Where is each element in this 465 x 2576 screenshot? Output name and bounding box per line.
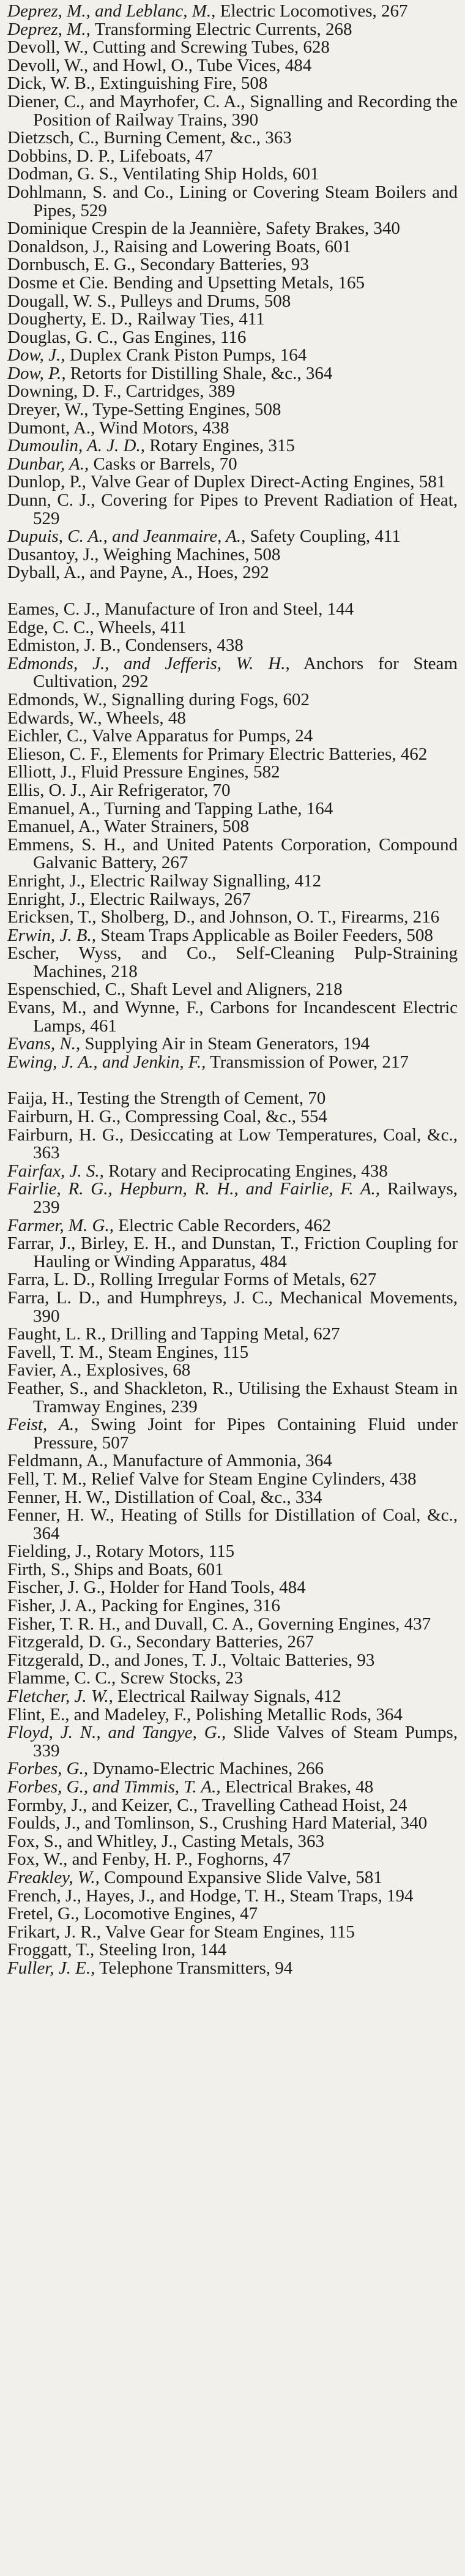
entry-subject: Steam Traps, 194 <box>289 1885 414 1906</box>
index-entry <box>7 1760 458 1778</box>
entry-subject: Telephone Transmitters, 94 <box>99 1958 293 1978</box>
entry-subject: Elements for Primary Electric Batteries, 462 <box>111 744 428 764</box>
entry-name: Fairlie, R. G., Hepburn, R. H., and Fairlie, F. A., <box>7 1179 381 1199</box>
index-entry <box>7 1180 458 1216</box>
entry-name: Edmonds, J., and Jefferis, W. H., <box>7 653 290 673</box>
index-entry <box>7 21 458 39</box>
entry-subject: Tube Vices, 484 <box>196 55 312 75</box>
index-entry <box>7 782 458 800</box>
entry-name: Diener, C., and Mayrhofer, C. A., <box>7 91 245 111</box>
index-entry <box>7 1325 458 1344</box>
entry-name: Fitzgerald, D., and Jones, T. J., <box>7 1650 227 1670</box>
entry-name: Dumont, A., <box>7 417 95 438</box>
index-entry <box>7 710 458 728</box>
entry-name: Douglas, G. C., <box>7 327 118 347</box>
index-entry <box>7 1941 458 1960</box>
index-entry <box>7 346 458 365</box>
entry-name: Fischer, J. G., <box>7 1578 105 1598</box>
index-entry <box>7 999 458 1035</box>
entry-name: Fairburn, H. G., <box>7 1125 124 1145</box>
index-entry <box>7 891 458 909</box>
entry-subject: Friction Coupling for Hauling or Winding Apparatus, 484 <box>33 1234 458 1271</box>
entry-subject: Safety Brakes, 340 <box>266 219 400 239</box>
index-entry <box>7 1507 458 1543</box>
entry-name: Dusantoy, J., <box>7 544 99 564</box>
entry-subject: Wheels, 48 <box>106 708 186 728</box>
entry-name: Elieson, C. F., <box>7 744 108 764</box>
entry-subject: Railways, 239 <box>33 1179 458 1217</box>
index-entry <box>7 945 458 981</box>
entry-name: Feist, A., <box>7 1415 79 1435</box>
entry-name: Fuller, J. E., <box>7 1958 95 1978</box>
entry-name: Fretel, G., <box>7 1904 80 1924</box>
entry-subject: Lifeboats, 47 <box>119 146 213 166</box>
index-entry <box>7 528 458 546</box>
index-entry <box>7 1797 458 1815</box>
index-entry <box>7 1652 458 1670</box>
entry-name: Emmens, S. H., and United Patents Corporation, <box>7 834 371 855</box>
index-section-e <box>7 601 458 1071</box>
index-entry <box>7 1616 458 1634</box>
index-entry <box>7 1235 458 1271</box>
entry-subject: Weighing Machines, 508 <box>103 544 281 564</box>
index-entry <box>7 1344 458 1362</box>
entry-name: Fox, S., and Whitley, J., <box>7 1831 177 1851</box>
entry-subject: Relief Valve for Steam Engine Cylinders, 438 <box>91 1469 417 1489</box>
entry-subject: Governing Engines, 437 <box>258 1614 431 1634</box>
entry-subject: Casks or Barrels, 70 <box>93 454 237 474</box>
index-section-d <box>7 2 458 582</box>
entry-subject: Testing the Strength of Cement, 70 <box>77 1088 326 1109</box>
index-entry <box>7 1561 458 1579</box>
entry-subject: Retorts for Distilling Shale, &c., 364 <box>70 363 333 383</box>
entry-subject: Rolling Irregular Forms of Metals, 627 <box>99 1270 377 1290</box>
entry-name: Feldmann, A., <box>7 1451 108 1471</box>
entry-name: Favier, A., <box>7 1360 82 1380</box>
entry-name: Emanuel, A., <box>7 817 100 837</box>
entry-name: Ewing, J. A., and Jenkin, F., <box>7 1052 206 1072</box>
entry-name: Fielding, J., <box>7 1541 91 1562</box>
entry-subject: Drilling and Tapping Metal, 627 <box>110 1324 340 1344</box>
entry-subject: Duplex Crank Piston Pumps, 164 <box>69 345 307 365</box>
entry-subject: Utilising the Exhaust Steam in Tramway Engines, 239 <box>33 1378 458 1417</box>
entry-name: Erwin, J. B., <box>7 925 96 945</box>
entry-name: Espenschied, C., <box>7 979 126 1000</box>
entry-name: Dietzsch, C., <box>7 128 99 148</box>
entry-name: Foulds, J., and Tomlinson, S., <box>7 1813 218 1833</box>
entry-subject: Compressing Coal, &c., 554 <box>125 1107 327 1127</box>
index-section-f <box>7 1090 458 1977</box>
section-gap <box>7 1071 458 1090</box>
entry-subject: Electric Railways, 267 <box>89 889 251 909</box>
entry-name: Dreyer, W., <box>7 400 89 420</box>
index-entry <box>7 908 458 927</box>
entry-name: Dick, W. B., <box>7 73 95 94</box>
index-entry <box>7 1126 458 1163</box>
index-entry <box>7 981 458 999</box>
entry-name: Faija, H., <box>7 1088 73 1109</box>
entry-subject: Signalling during Fogs, 602 <box>111 689 310 710</box>
entry-subject: Raising and Lowering Boats, 601 <box>113 236 352 256</box>
index-entry <box>7 1814 458 1833</box>
index-entry <box>7 1271 458 1289</box>
entry-name: Enright, J., <box>7 871 86 891</box>
entry-subject: Manufacture of Ammonia, 364 <box>112 1451 332 1471</box>
entry-subject: Air Refrigerator, 70 <box>89 780 231 800</box>
index-entry <box>7 1090 458 1108</box>
index-entry <box>7 1724 458 1760</box>
index-entry <box>7 727 458 746</box>
entry-subject: Electrical Railway Signals, 412 <box>117 1687 341 1707</box>
index-entry <box>7 872 458 891</box>
entry-name: Devoll, W., <box>7 37 89 58</box>
entry-subject: Swing Joint for Pipes Containing Fluid under Pressure, 507 <box>33 1415 458 1453</box>
index-entry <box>7 1361 458 1380</box>
entry-subject: Transforming Electric Currents, 268 <box>94 19 352 39</box>
index-entry <box>7 1851 458 1869</box>
entry-subject: Secondary Batteries, 93 <box>140 255 309 275</box>
index-entry <box>7 1688 458 1706</box>
entry-name: Fox, W., and Fenby, H. P., <box>7 1849 193 1870</box>
entry-subject: Lining or Covering Steam Boilers and Pipes, 529 <box>33 182 458 220</box>
entry-subject: Valve Gear of Duplex Direct-Acting Engines, 581 <box>90 472 446 492</box>
entry-subject: Ships and Boats, 601 <box>73 1559 224 1579</box>
index-entry <box>7 165 458 184</box>
entry-subject: Signalling and Recording the Position of Railway Trains, 390 <box>33 91 458 130</box>
entry-name: Dodman, G. S., <box>7 164 118 184</box>
entry-name: Edwards, W., <box>7 708 102 728</box>
entry-subject: Explosives, 68 <box>86 1360 191 1380</box>
entry-subject: Ventilating Ship Holds, 601 <box>122 164 319 184</box>
entry-name: Emanuel, A., <box>7 798 100 818</box>
index-entry <box>7 1633 458 1652</box>
entry-name: Eichler, C., <box>7 726 87 746</box>
entry-name: Ellis, O. J., <box>7 780 86 800</box>
entry-name: Dosme et Cie. <box>7 272 109 293</box>
index-entry <box>7 1163 458 1181</box>
index-entry <box>7 1887 458 1906</box>
entry-subject: Rotary and Reciprocating Engines, 438 <box>108 1161 388 1181</box>
index-entry <box>7 1380 458 1416</box>
entry-subject: Safety Coupling, 411 <box>250 526 401 547</box>
entry-name: Farrar, J., Birley, E. H., and Dunstan, T., <box>7 1234 299 1254</box>
entry-subject: Distillation of Coal, &c., 334 <box>114 1487 322 1507</box>
entry-name: Fisher, J. A., <box>7 1596 97 1616</box>
entry-subject: Extinguishing Fire, 508 <box>99 73 268 94</box>
entry-subject: Compound Expansive Slide Valve, 581 <box>104 1867 382 1887</box>
index-entry <box>7 1706 458 1724</box>
entry-name: Dow, J., <box>7 345 65 365</box>
entry-subject: Shaft Level and Aligners, 218 <box>130 979 343 1000</box>
index-entry <box>7 836 458 872</box>
entry-subject: Steeling Iron, 144 <box>99 1940 227 1960</box>
entry-subject: Electric Railway Signalling, 412 <box>89 871 322 891</box>
entry-subject: Firearms, 216 <box>341 907 440 927</box>
entry-name: Dow, P., <box>7 363 66 383</box>
entry-subject: Steam Traps Applicable as Boiler Feeders, 508 <box>100 925 433 945</box>
entry-subject: Gas Engines, 116 <box>122 327 247 347</box>
entry-name: Fenner, H. W., <box>7 1487 110 1507</box>
entry-name: Downing, D. F., <box>7 381 122 402</box>
index-entry <box>7 546 458 564</box>
index-entry <box>7 184 458 220</box>
index-entry <box>7 148 458 166</box>
index-entry <box>7 1054 458 1072</box>
entry-name: Deprez, M., <box>7 19 91 39</box>
entry-subject: Transmission of Power, 217 <box>210 1052 409 1072</box>
index-entry <box>7 818 458 836</box>
index-entry <box>7 1416 458 1452</box>
entry-name: Faught, L. R., <box>7 1324 106 1344</box>
entry-name: Forbes, G., and Timmis, T. A., <box>7 1777 221 1797</box>
entry-subject: Foghorns, 47 <box>196 1849 291 1870</box>
entry-name: Dunn, C. J., <box>7 490 95 511</box>
entry-name: Evans, M., and Wynne, F., <box>7 998 204 1018</box>
entry-subject: Anchors for Steam Cultivation, 292 <box>33 653 458 692</box>
entry-subject: Rotary Motors, 115 <box>95 1541 235 1562</box>
entry-name: Dornbusch, E. G., <box>7 255 136 275</box>
entry-subject: Pulleys and Drums, 508 <box>120 291 291 311</box>
entry-subject: Slide Valves of Steam Pumps, 339 <box>33 1723 458 1761</box>
entry-subject: Carbons for Incandescent Electric Lamps, 461 <box>33 998 458 1036</box>
index-entry <box>7 1543 458 1561</box>
entry-subject: Valve Gear for Steam Engines, 115 <box>105 1922 355 1942</box>
entry-subject: Crushing Hard Material, 340 <box>222 1813 428 1833</box>
index-entry <box>7 1452 458 1470</box>
index-entry <box>7 238 458 256</box>
entry-name: Ericksen, T., Sholberg, D., and Johnson, O. T., <box>7 907 337 927</box>
entry-name: Evans, N., <box>7 1034 81 1054</box>
entry-name: Fitzgerald, D. G., <box>7 1632 132 1652</box>
index-entry <box>7 1923 458 1942</box>
index-entry <box>7 39 458 57</box>
index-entry <box>7 1289 458 1325</box>
entry-subject: Polishing Metallic Rods, 364 <box>195 1704 403 1724</box>
entry-subject: Wind Motors, 438 <box>99 417 229 438</box>
entry-name: Dobbins, D. P., <box>7 146 115 166</box>
index-entry <box>7 1869 458 1887</box>
index-entry <box>7 1905 458 1923</box>
index-entry <box>7 365 458 383</box>
entry-name: Edmonds, W., <box>7 689 107 710</box>
index-entry <box>7 1035 458 1054</box>
entry-name: Flamme, C. C., <box>7 1668 116 1688</box>
index-entry <box>7 129 458 148</box>
entry-subject: Electric Cable Recorders, 462 <box>118 1215 332 1235</box>
entry-subject: Electrical Brakes, 48 <box>225 1777 374 1797</box>
entry-name: Dohlmann, S. and Co., <box>7 182 174 202</box>
entry-subject: Compound Galvanic Battery, 267 <box>33 834 458 873</box>
entry-name: Favell, T. M., <box>7 1342 103 1362</box>
entry-subject: Electric Locomotives, 267 <box>220 1 408 21</box>
index-entry <box>7 2 458 21</box>
entry-subject: Condensers, 438 <box>125 635 244 656</box>
entry-name: Dougherty, E. D., <box>7 309 133 329</box>
entry-subject: Manufacture of Iron and Steel, 144 <box>104 599 354 619</box>
entry-subject: Cutting and Screwing Tubes, 628 <box>92 37 330 58</box>
entry-subject: Cartridges, 389 <box>125 381 236 402</box>
entry-name: Dunbar, A., <box>7 454 89 474</box>
entry-name: Farra, L. D., <box>7 1270 95 1290</box>
entry-subject: Burning Cement, &c., 363 <box>103 128 292 148</box>
entry-name: Fairburn, H. G., <box>7 1107 121 1127</box>
entry-subject: Secondary Batteries, 267 <box>136 1632 314 1652</box>
entry-subject: Wheels, 411 <box>98 617 187 637</box>
section-gap <box>7 582 458 601</box>
entry-subject: Holder for Hand Tools, 484 <box>110 1578 306 1598</box>
index-entry <box>7 419 458 438</box>
index-entry <box>7 473 458 492</box>
entry-subject: Fluid Pressure Engines, 582 <box>81 762 280 782</box>
entry-name: Firth, S., <box>7 1559 70 1579</box>
index-entry <box>7 601 458 619</box>
index-entry <box>7 256 458 274</box>
index-entry <box>7 1108 458 1126</box>
index-entry <box>7 1489 458 1507</box>
entry-subject: Locomotive Engines, 47 <box>83 1904 258 1924</box>
index-entry <box>7 763 458 782</box>
index-entry <box>7 310 458 329</box>
index-entry <box>7 655 458 691</box>
entry-name: Floyd, J. N., and Tangye, G., <box>7 1723 226 1743</box>
entry-name: Devoll, W., and Howl, O., <box>7 55 193 75</box>
entry-subject: Casting Metals, 363 <box>182 1831 324 1851</box>
entry-subject: Screw Stocks, 23 <box>120 1668 244 1688</box>
index-entry <box>7 1217 458 1235</box>
index-entry <box>7 1579 458 1597</box>
entry-name: Edmiston, J. B., <box>7 635 121 656</box>
entry-name: Dumoulin, A. J. D., <box>7 436 146 456</box>
entry-name: Formby, J., and Keizer, C., <box>7 1795 198 1815</box>
entry-subject: Bending and Upsetting Metals, 165 <box>113 272 365 293</box>
index-entry <box>7 274 458 293</box>
entry-name: Enright, J., <box>7 889 86 909</box>
entry-name: Feather, S., and Shackleton, R., <box>7 1378 233 1398</box>
entry-subject: Packing for Engines, 316 <box>100 1596 280 1616</box>
entry-name: Fletcher, J. W., <box>7 1687 113 1707</box>
entry-subject: Hoes, 292 <box>197 563 269 583</box>
entry-name: Farmer, M. G., <box>7 1215 114 1235</box>
index-entry <box>7 57 458 75</box>
index-entry <box>7 401 458 419</box>
index-entry <box>7 437 458 455</box>
entry-subject: Rotary Engines, 315 <box>149 436 295 456</box>
entry-name: Edge, C. C., <box>7 617 94 637</box>
index-entry <box>7 93 458 129</box>
index-entry <box>7 1833 458 1851</box>
entry-name: Dupuis, C. A., and Jeanmaire, A., <box>7 526 246 547</box>
entry-name: Deprez, M., and Leblanc, M., <box>7 1 216 21</box>
entry-name: Dominique Crespin de la Jeannière, <box>7 219 261 239</box>
index-entry <box>7 746 458 764</box>
index-entry <box>7 383 458 401</box>
index-entry <box>7 637 458 655</box>
entry-subject: Dynamo-Electric Machines, 266 <box>92 1759 324 1779</box>
entry-subject: Self-Cleaning Pulp-Straining Machines, 218 <box>33 943 458 981</box>
entry-name: Frikart, J. R., <box>7 1922 102 1942</box>
index-entry <box>7 1778 458 1797</box>
entry-name: Fenner, H. W., <box>7 1505 114 1526</box>
entry-name: Freakley, W., <box>7 1867 100 1887</box>
entry-name: Donaldson, J., <box>7 236 109 256</box>
entry-name: Farra, L. D., and Humphreys, J. C., <box>7 1287 273 1308</box>
entry-name: Dougall, W. S., <box>7 291 116 311</box>
index-entry <box>7 220 458 238</box>
entry-name: Fell, T. M., <box>7 1469 87 1489</box>
index-entry <box>7 691 458 710</box>
entry-subject: Turning and Tapping Lathe, 164 <box>104 798 333 818</box>
entry-name: Eames, C. J., <box>7 599 100 619</box>
entry-subject: Railway Ties, 411 <box>136 309 265 329</box>
index-entry <box>7 564 458 582</box>
index-entry <box>7 619 458 637</box>
entry-name: Flint, E., and Madeley, F., <box>7 1704 192 1724</box>
index-entry <box>7 492 458 528</box>
entry-name: Escher, Wyss, and Co., <box>7 943 217 964</box>
index-entry <box>7 1470 458 1489</box>
entry-name: Froggatt, T., <box>7 1940 95 1960</box>
index-entry <box>7 329 458 347</box>
entry-subject: Water Strainers, 508 <box>104 817 249 837</box>
index-entry <box>7 1960 458 1978</box>
entry-subject: Mechanical Movements, 390 <box>33 1287 458 1326</box>
entry-subject: Steam Engines, 115 <box>108 1342 249 1362</box>
index-entry <box>7 1597 458 1616</box>
index-entry <box>7 927 458 945</box>
index-entry <box>7 293 458 311</box>
entry-name: Fisher, T. R. H., and Duvall, C. A., <box>7 1614 254 1634</box>
entry-subject: Travelling Cathead Hoist, 24 <box>201 1795 407 1815</box>
entry-subject: Type-Setting Engines, 508 <box>92 400 281 420</box>
entry-name: Dunlop, P., <box>7 472 86 492</box>
index-entry <box>7 75 458 93</box>
entry-subject: Supplying Air in Steam Generators, 194 <box>84 1034 370 1054</box>
entry-name: Dyball, A., and Payne, A., <box>7 563 193 583</box>
entry-subject: Voltaic Batteries, 93 <box>230 1650 375 1670</box>
index-entry <box>7 800 458 818</box>
entry-subject: Desiccating at Low Temperatures, Coal, &c., 363 <box>33 1125 458 1163</box>
index-entry <box>7 455 458 474</box>
entry-subject: Valve Apparatus for Pumps, 24 <box>91 726 313 746</box>
entry-subject: Heating of Stills for Distillation of Coal, &c., 364 <box>33 1505 458 1543</box>
index-entry <box>7 1669 458 1688</box>
entry-name: Forbes, G., <box>7 1759 89 1779</box>
entry-name: Fairfax, J. S., <box>7 1161 104 1181</box>
entry-name: Elliott, J., <box>7 762 76 782</box>
entry-subject: Covering for Pipes to Prevent Radiation of Heat, 529 <box>33 490 458 528</box>
entry-name: French, J., Hayes, J., and Hodge, T. H., <box>7 1885 285 1906</box>
